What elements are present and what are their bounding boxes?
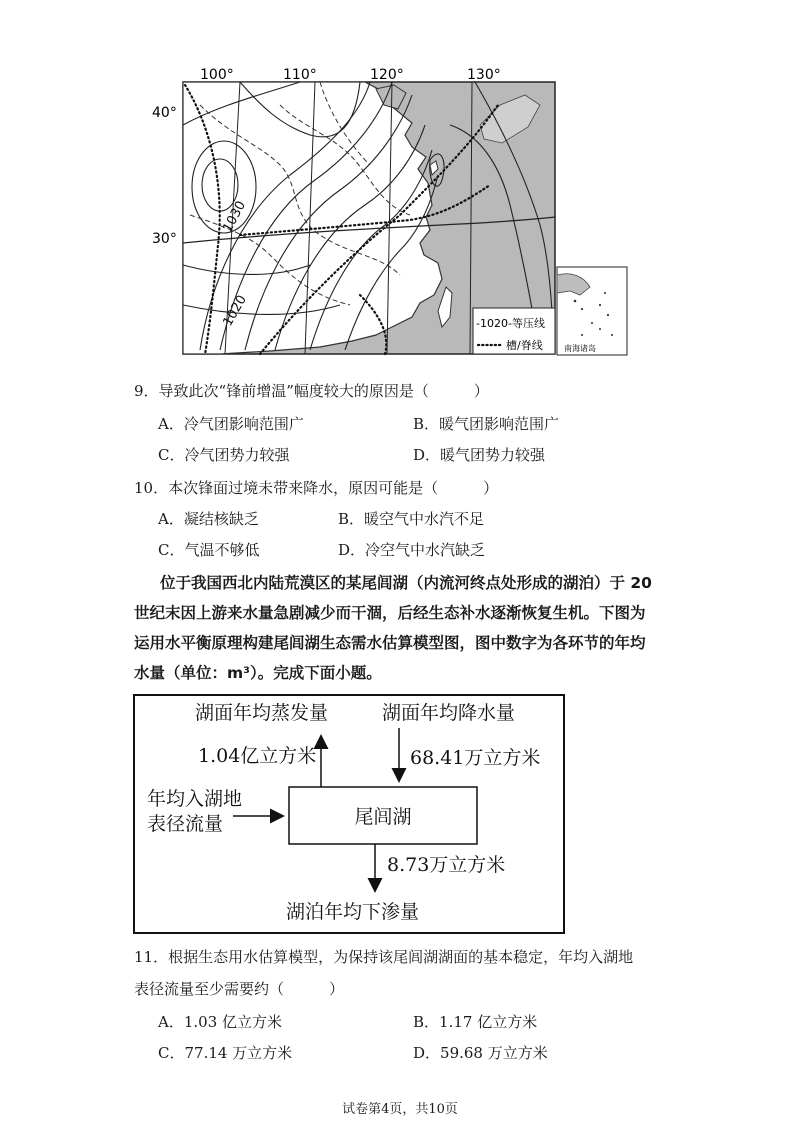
q10-stem: 10．本次锋面过境未带来降水，原因可能是（ ） — [134, 479, 499, 497]
q10-option-c[interactable]: C．气温不够低 — [158, 541, 260, 559]
q11-stem-line2: 表径流量至少需要约（ ） — [134, 980, 345, 998]
mainland — [183, 82, 442, 354]
passage-line-4: 水量（单位：m³）。完成下面小题。 — [134, 664, 382, 682]
q9-option-a[interactable]: A．冷气团影响范围广 — [158, 415, 304, 433]
q10-option-b[interactable]: B．暖空气中水汽不足 — [338, 510, 485, 528]
q11-stem-line1: 11．根据生态用水估算模型，为保持该尾闾湖湖面的基本稳定，年均入湖地 — [134, 948, 634, 966]
q9-stem: 9．导致此次“锋前增温”幅度较大的原因是（ ） — [134, 382, 489, 400]
lon-label-110: 110° — [283, 67, 317, 83]
q10-option-a[interactable]: A．凝结核缺乏 — [158, 510, 259, 528]
q9-option-d[interactable]: D．暖气团势力较强 — [413, 446, 546, 464]
legend-isobar: -1020-等压线 — [476, 317, 545, 330]
inset-label: 南海诸岛 — [564, 344, 596, 353]
passage-line-1: 位于我国西北内陆荒漠区的某尾闾湖（内流河终点处形成的湖泊）于 20 — [160, 574, 652, 592]
inflow-label-line2: 表径流量 — [147, 813, 224, 835]
q11-option-c[interactable]: C．77.14 万立方米 — [158, 1044, 293, 1062]
lon-label-100: 100° — [200, 67, 234, 83]
passage-line-3: 运用水平衡原理构建尾闾湖生态需水估算模型图，图中数字为各环节的年均 — [134, 634, 646, 652]
precipitation-value: 68.41万立方米 — [410, 747, 541, 769]
seepage-value: 8.73万立方米 — [387, 854, 506, 876]
precipitation-label: 湖面年均降水量 — [382, 702, 516, 724]
q11-option-b[interactable]: B．1.17 亿立方米 — [413, 1013, 538, 1031]
lat-label-40: 40° — [152, 105, 177, 121]
inflow-label-line1: 年均入湖地 — [147, 788, 243, 810]
weather-map-svg — [152, 65, 630, 360]
lon-label-120: 120° — [370, 67, 404, 83]
water-balance-svg — [133, 694, 565, 934]
q9-option-b[interactable]: B．暖气团影响范围广 — [413, 415, 560, 433]
q10-option-d[interactable]: D．冷空气中水汽缺乏 — [338, 541, 486, 559]
passage-line-2: 世纪末因上游来水量急剧减少而干涸，后经生态补水逐渐恢复生机。下图为 — [134, 604, 646, 622]
evaporation-value: 1.04亿立方米 — [198, 745, 317, 767]
passage — [134, 568, 674, 688]
seepage-label: 湖泊年均下渗量 — [286, 901, 420, 923]
lat-label-30: 30° — [152, 231, 177, 247]
svg-text:槽/脊线: 槽/脊线 — [506, 339, 543, 352]
lon-label-130: 130° — [467, 67, 501, 83]
evaporation-label: 湖面年均蒸发量 — [195, 702, 329, 724]
isobar-label-1030: 1030 — [220, 198, 250, 235]
q11-option-a[interactable]: A．1.03 亿立方米 — [158, 1013, 282, 1031]
isobar-label-1020: 1020 — [220, 292, 251, 329]
weather-map — [152, 65, 630, 360]
q11-option-d[interactable]: D．59.68 万立方米 — [413, 1044, 548, 1062]
water-balance-diagram — [133, 694, 565, 934]
lake-label: 尾闾湖 — [354, 806, 412, 828]
q9-option-c[interactable]: C．冷气团势力较强 — [158, 446, 290, 464]
page-footer: 试卷第4页，共10页 — [342, 1102, 458, 1117]
